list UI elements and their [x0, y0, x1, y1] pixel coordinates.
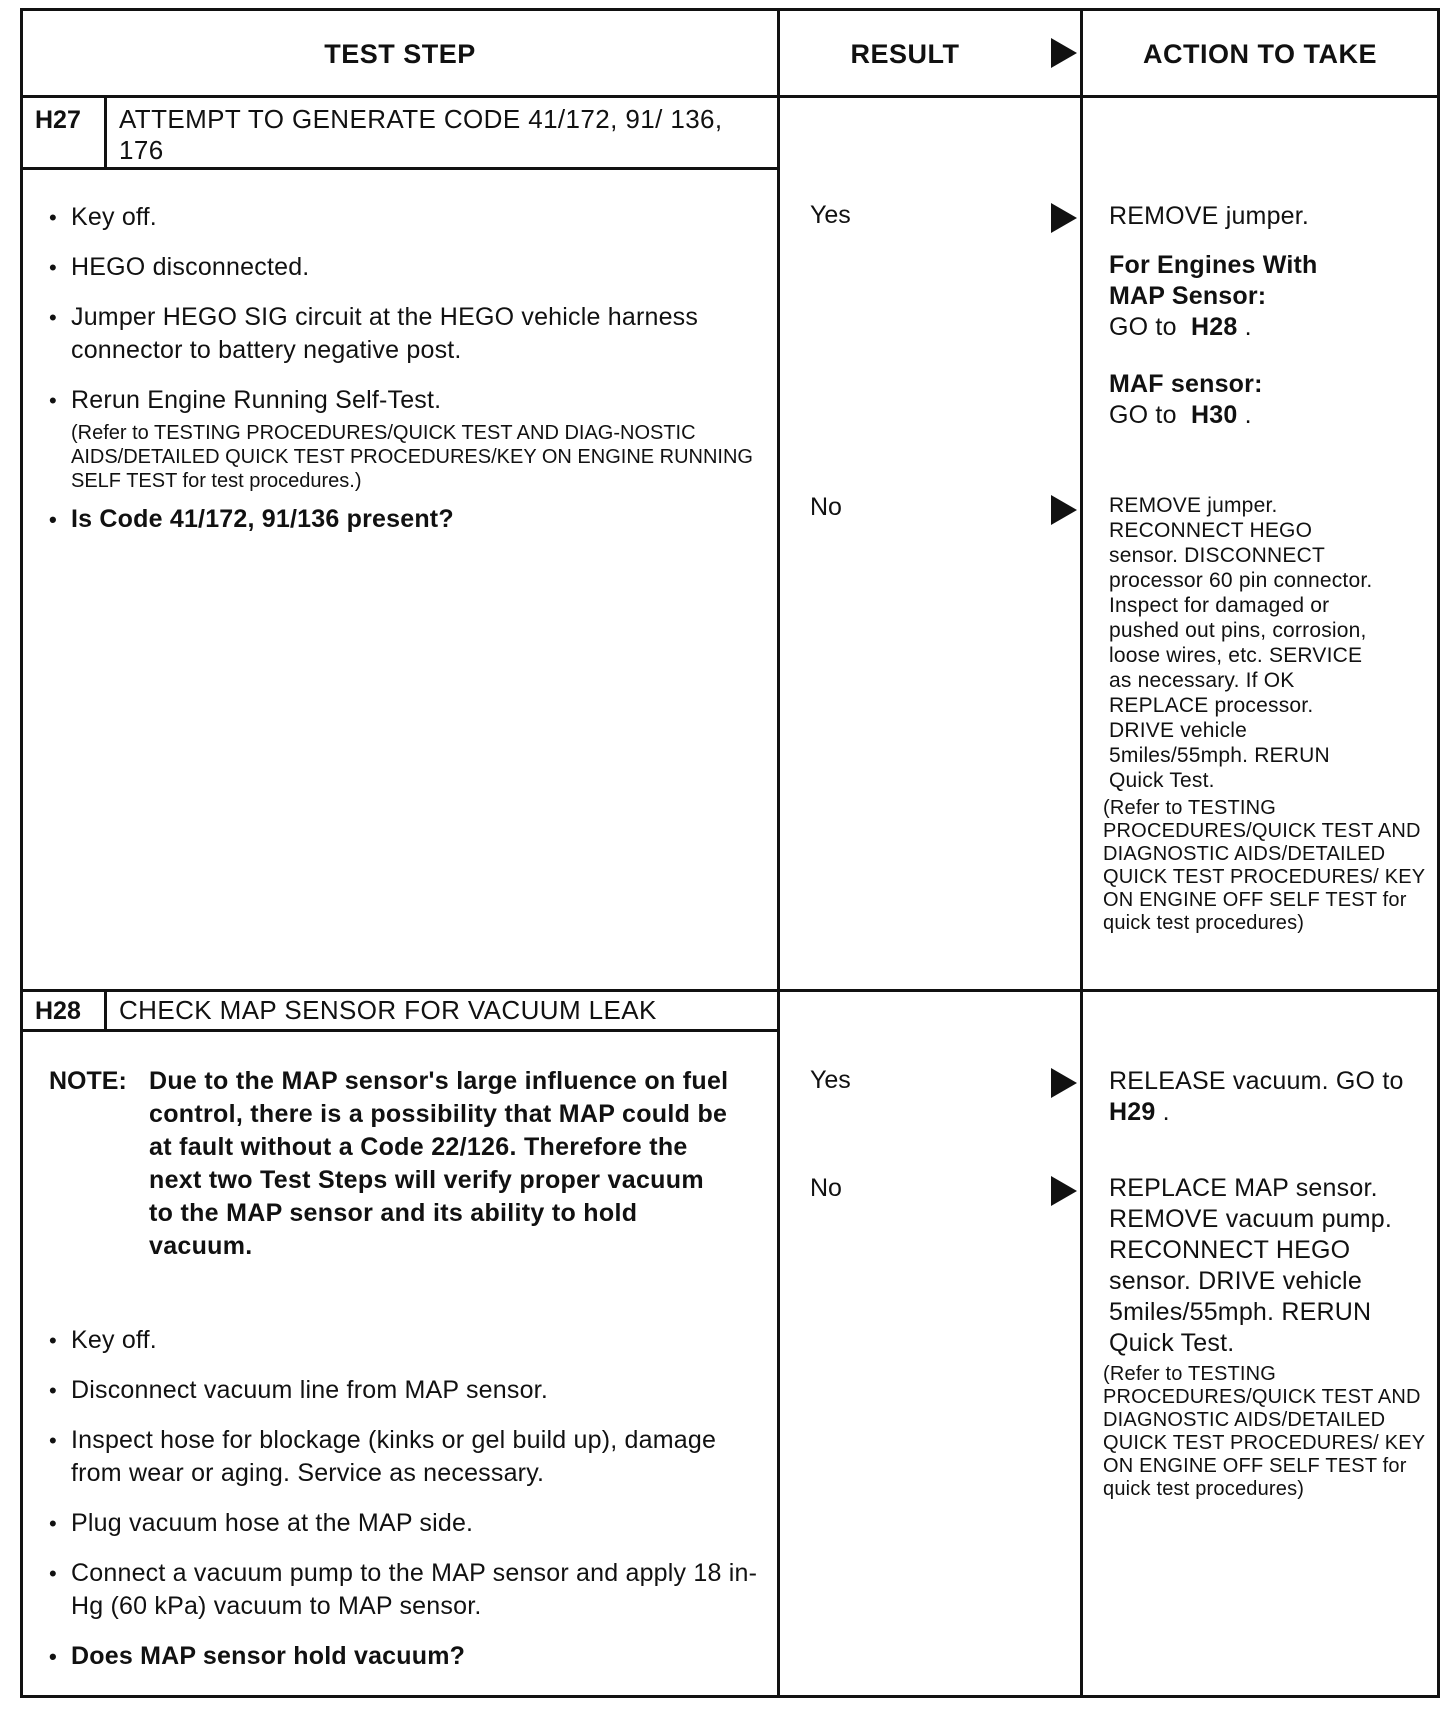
- h28-instructions: [45, 1324, 765, 1690]
- step-h27-header: [23, 98, 777, 170]
- step-question: • Does MAP sensor hold vacuum?: [45, 1640, 765, 1673]
- header-result: RESULT: [850, 38, 960, 69]
- list-item: • Disconnect vacuum line from MAP sensor.: [45, 1374, 765, 1407]
- header-action: ACTION TO TAKE: [1143, 38, 1377, 69]
- list-item: • Plug vacuum hose at the MAP side.: [45, 1507, 765, 1540]
- map-heading: For Engines With MAP Sensor:: [1109, 251, 1318, 310]
- step-id: H27: [23, 98, 107, 167]
- goto-text: GO to: [1109, 401, 1177, 429]
- maf-branch: MAF sensor: GO to H30 .: [1109, 369, 1439, 431]
- action-text: RELEASE vacuum. GO to: [1109, 1067, 1404, 1095]
- col-divider-action: [1080, 11, 1083, 1695]
- result-arrow-icon: [1051, 203, 1077, 233]
- h28-note: [49, 1065, 729, 1263]
- action-yes: RELEASE vacuum. GO to H29 .: [1109, 1067, 1404, 1126]
- reference-note: (Refer to TESTING PROCEDURES/QUICK TEST AND DIAG-NOSTIC AIDS/DETAILED QUICK TEST PROCEDURES/KEY ON ENGINE RUNNING SELF TEST for test procedures.): [71, 422, 753, 492]
- step-question: • Is Code 41/172, 91/136 present?: [45, 503, 765, 536]
- list-item: • Key off.: [45, 201, 765, 234]
- action-text: REPLACE MAP sensor. REMOVE vacuum pump. RECONNECT HEGO sensor. DRIVE vehicle 5miles/55mph. RERUN Quick Test.: [1109, 1174, 1393, 1357]
- list-item-text: Rerun Engine Running Self-Test.: [71, 386, 442, 414]
- step-title: ATTEMPT TO GENERATE CODE 41/172, 91/ 136, 176: [119, 104, 723, 165]
- result-no: No: [810, 1174, 842, 1202]
- list-item: [45, 384, 765, 493]
- result-yes: Yes: [810, 1066, 851, 1094]
- action-text: REMOVE jumper. RECONNECT HEGO sensor. DISCONNECT processor 60 pin connector. Inspect for damaged or pushed out pins, corrosion, loose wires, etc. SERVICE as necessary. If OK REPLACE processor. DRIVE vehicle 5miles/55mph. RERUN Quick Test.: [1109, 494, 1373, 792]
- list-item: • Jumper HEGO SIG circuit at the HEGO vehicle harness connector to battery negative post.: [45, 301, 765, 367]
- header-arrow-icon: [1051, 38, 1077, 68]
- result-arrow-icon: [1051, 495, 1077, 525]
- goto-target: H28: [1190, 313, 1238, 341]
- goto-text: GO to: [1109, 313, 1177, 341]
- step-h28-header: [23, 992, 777, 1032]
- test-step-table: [20, 8, 1440, 1698]
- list-item: • HEGO disconnected.: [45, 251, 765, 284]
- col-divider-result: [777, 11, 780, 1695]
- step-id: H28: [23, 992, 107, 1029]
- note-text: Due to the MAP sensor's large influence on fuel control, there is a possibility that MAP could be at fault without a Code 22/126. Therefore the next two Test Steps will verify proper vacuum to the MAP sensor and its ability to hold vacuum.: [149, 1067, 729, 1260]
- list-item: • Connect a vacuum pump to the MAP sensor and apply 18 in-Hg (60 kPa) vacuum to MAP sensor.: [45, 1557, 765, 1623]
- h27-instructions: [45, 201, 765, 553]
- reference-note: (Refer to TESTING PROCEDURES/QUICK TEST AND DIAGNOSTIC AIDS/DETAILED QUICK TEST PROCEDURES/ KEY ON ENGINE OFF SELF TEST for quick test procedures): [1103, 1363, 1425, 1500]
- reference-note: (Refer to TESTING PROCEDURES/QUICK TEST AND DIAGNOSTIC AIDS/DETAILED QUICK TEST PROCEDURES/ KEY ON ENGINE OFF SELF TEST for quick test procedures): [1103, 797, 1425, 934]
- result-no: No: [810, 493, 842, 521]
- list-item: • Key off.: [45, 1324, 765, 1357]
- result-yes: Yes: [810, 201, 851, 229]
- maf-heading: MAF sensor:: [1109, 370, 1263, 398]
- header-test-step: TEST STEP: [324, 38, 476, 69]
- action-no: [1103, 1173, 1439, 1501]
- action-yes: [1109, 201, 1439, 431]
- map-branch: For Engines With MAP Sensor: GO to H28 .: [1109, 250, 1439, 343]
- action-text: REMOVE jumper.: [1109, 202, 1310, 230]
- result-arrow-icon: [1051, 1068, 1077, 1098]
- goto-target: H30: [1190, 401, 1238, 429]
- step-title: CHECK MAP SENSOR FOR VACUUM LEAK: [119, 995, 657, 1025]
- goto-target: H29: [1109, 1098, 1156, 1126]
- result-arrow-icon: [1051, 1176, 1077, 1206]
- list-item: • Inspect hose for blockage (kinks or gel build up), damage from wear or aging. Service as necessary.: [45, 1424, 765, 1490]
- action-no: [1103, 493, 1439, 935]
- note-label: NOTE:: [49, 1067, 127, 1095]
